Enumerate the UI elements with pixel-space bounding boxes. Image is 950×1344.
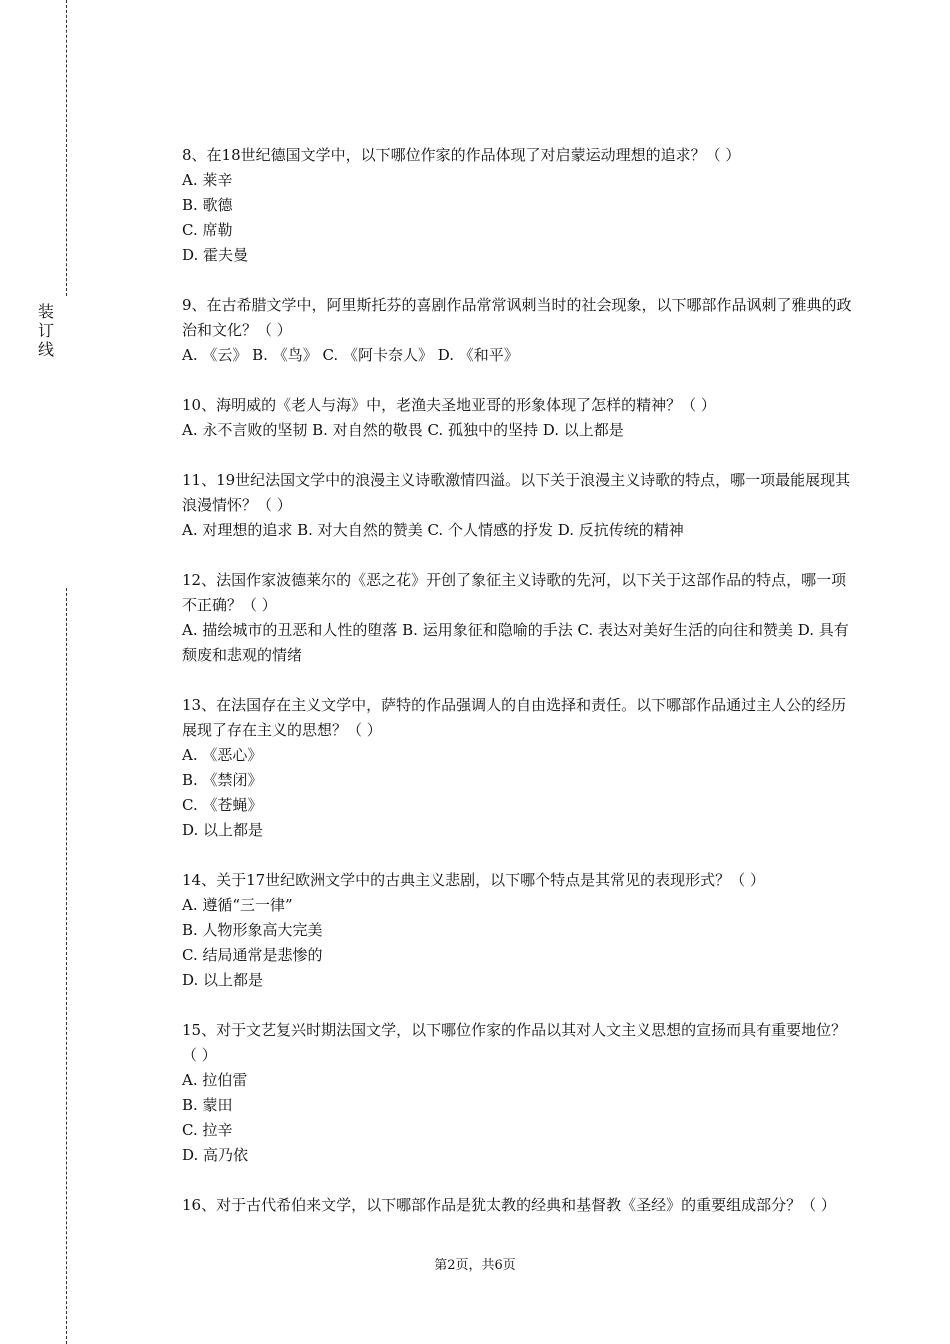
options-line: A. 《云》 B. 《鸟》 C. 《阿卡奈人》 D. 《和平》: [182, 346, 519, 364]
question-11: [182, 468, 854, 543]
question-10: [182, 393, 854, 443]
option: C. 结局通常是悲惨的: [182, 946, 323, 964]
question-16: [182, 1193, 854, 1218]
option: B. 《禁闭》: [182, 771, 263, 789]
option: B. 歌德: [182, 196, 233, 214]
question-13: [182, 693, 854, 843]
question-stem: 11、19世纪法国文学中的浪漫主义诗歌激情四溢。以下关于浪漫主义诗歌的特点，哪一项最能展现其浪漫情怀？（ ）: [182, 471, 851, 514]
question-15: [182, 1018, 854, 1168]
question-stem: 14、关于17世纪欧洲文学中的古典主义悲剧，以下哪个特点是其常见的表现形式？（ ）: [182, 871, 765, 889]
binding-line-top: [66, 0, 67, 296]
option: D. 以上都是: [182, 971, 264, 989]
question-stem: 8、在18世纪德国文学中，以下哪位作家的作品体现了对启蒙运动理想的追求？（ ）: [182, 146, 741, 164]
binding-char: 装: [37, 302, 54, 321]
question-stem: 12、法国作家波德莱尔的《恶之花》开创了象征主义诗歌的先河，以下关于这部作品的特点，哪一项不正确？（ ）: [182, 571, 847, 614]
option: D. 高乃依: [182, 1146, 249, 1164]
question-12: [182, 568, 854, 668]
options-line: A. 描绘城市的丑恶和人性的堕落 B. 运用象征和隐喻的手法 C. 表达对美好生活的向往和赞美 D. 具有颓废和悲观的情绪: [182, 621, 849, 664]
option: A. 莱辛: [182, 171, 233, 189]
option: C. 席勒: [182, 221, 233, 239]
question-stem: 16、对于古代希伯来文学，以下哪部作品是犹太教的经典和基督教《圣经》的重要组成部分？（ ）: [182, 1196, 836, 1214]
options-line: A. 永不言败的坚韧 B. 对自然的敬畏 C. 孤独中的坚持 D. 以上都是: [182, 421, 624, 439]
option: A. 《恶心》: [182, 746, 263, 764]
option: C. 拉辛: [182, 1121, 233, 1139]
question-8: [182, 143, 854, 268]
binding-line-bottom: [66, 588, 67, 1344]
question-9: [182, 293, 854, 368]
question-stem: 10、海明威的《老人与海》中，老渔夫圣地亚哥的形象体现了怎样的精神？（ ）: [182, 396, 716, 414]
option: C. 《苍蝇》: [182, 796, 263, 814]
option: A. 拉伯雷: [182, 1071, 248, 1089]
question-stem: 9、在古希腊文学中，阿里斯托芬的喜剧作品常常讽刺当时的社会现象，以下哪部作品讽刺了雅典的政治和文化？（ ）: [182, 296, 852, 339]
page-number: 第2页，共6页: [434, 1258, 516, 1273]
option: D. 霍夫曼: [182, 246, 249, 264]
question-stem: 15、对于文艺复兴时期法国文学，以下哪位作家的作品以其对人文主义思想的宣扬而具有重要地位？（ ）: [182, 1021, 847, 1064]
option: B. 蒙田: [182, 1096, 233, 1114]
option: D. 以上都是: [182, 821, 264, 839]
option: A. 遵循“三一律”: [182, 896, 293, 914]
options-line: A. 对理想的追求 B. 对大自然的赞美 C. 个人情感的抒发 D. 反抗传统的精神: [182, 521, 684, 539]
question-14: [182, 868, 854, 993]
binding-char: 线: [37, 340, 54, 359]
question-stem: 13、在法国存在主义文学中，萨特的作品强调人的自由选择和责任。以下哪部作品通过主人公的经历展现了存在主义的思想？（ ）: [182, 696, 847, 739]
option: B. 人物形象高大完美: [182, 921, 323, 939]
binding-char: 订: [37, 321, 54, 340]
question-list: [182, 143, 854, 1243]
binding-label: [36, 302, 56, 359]
